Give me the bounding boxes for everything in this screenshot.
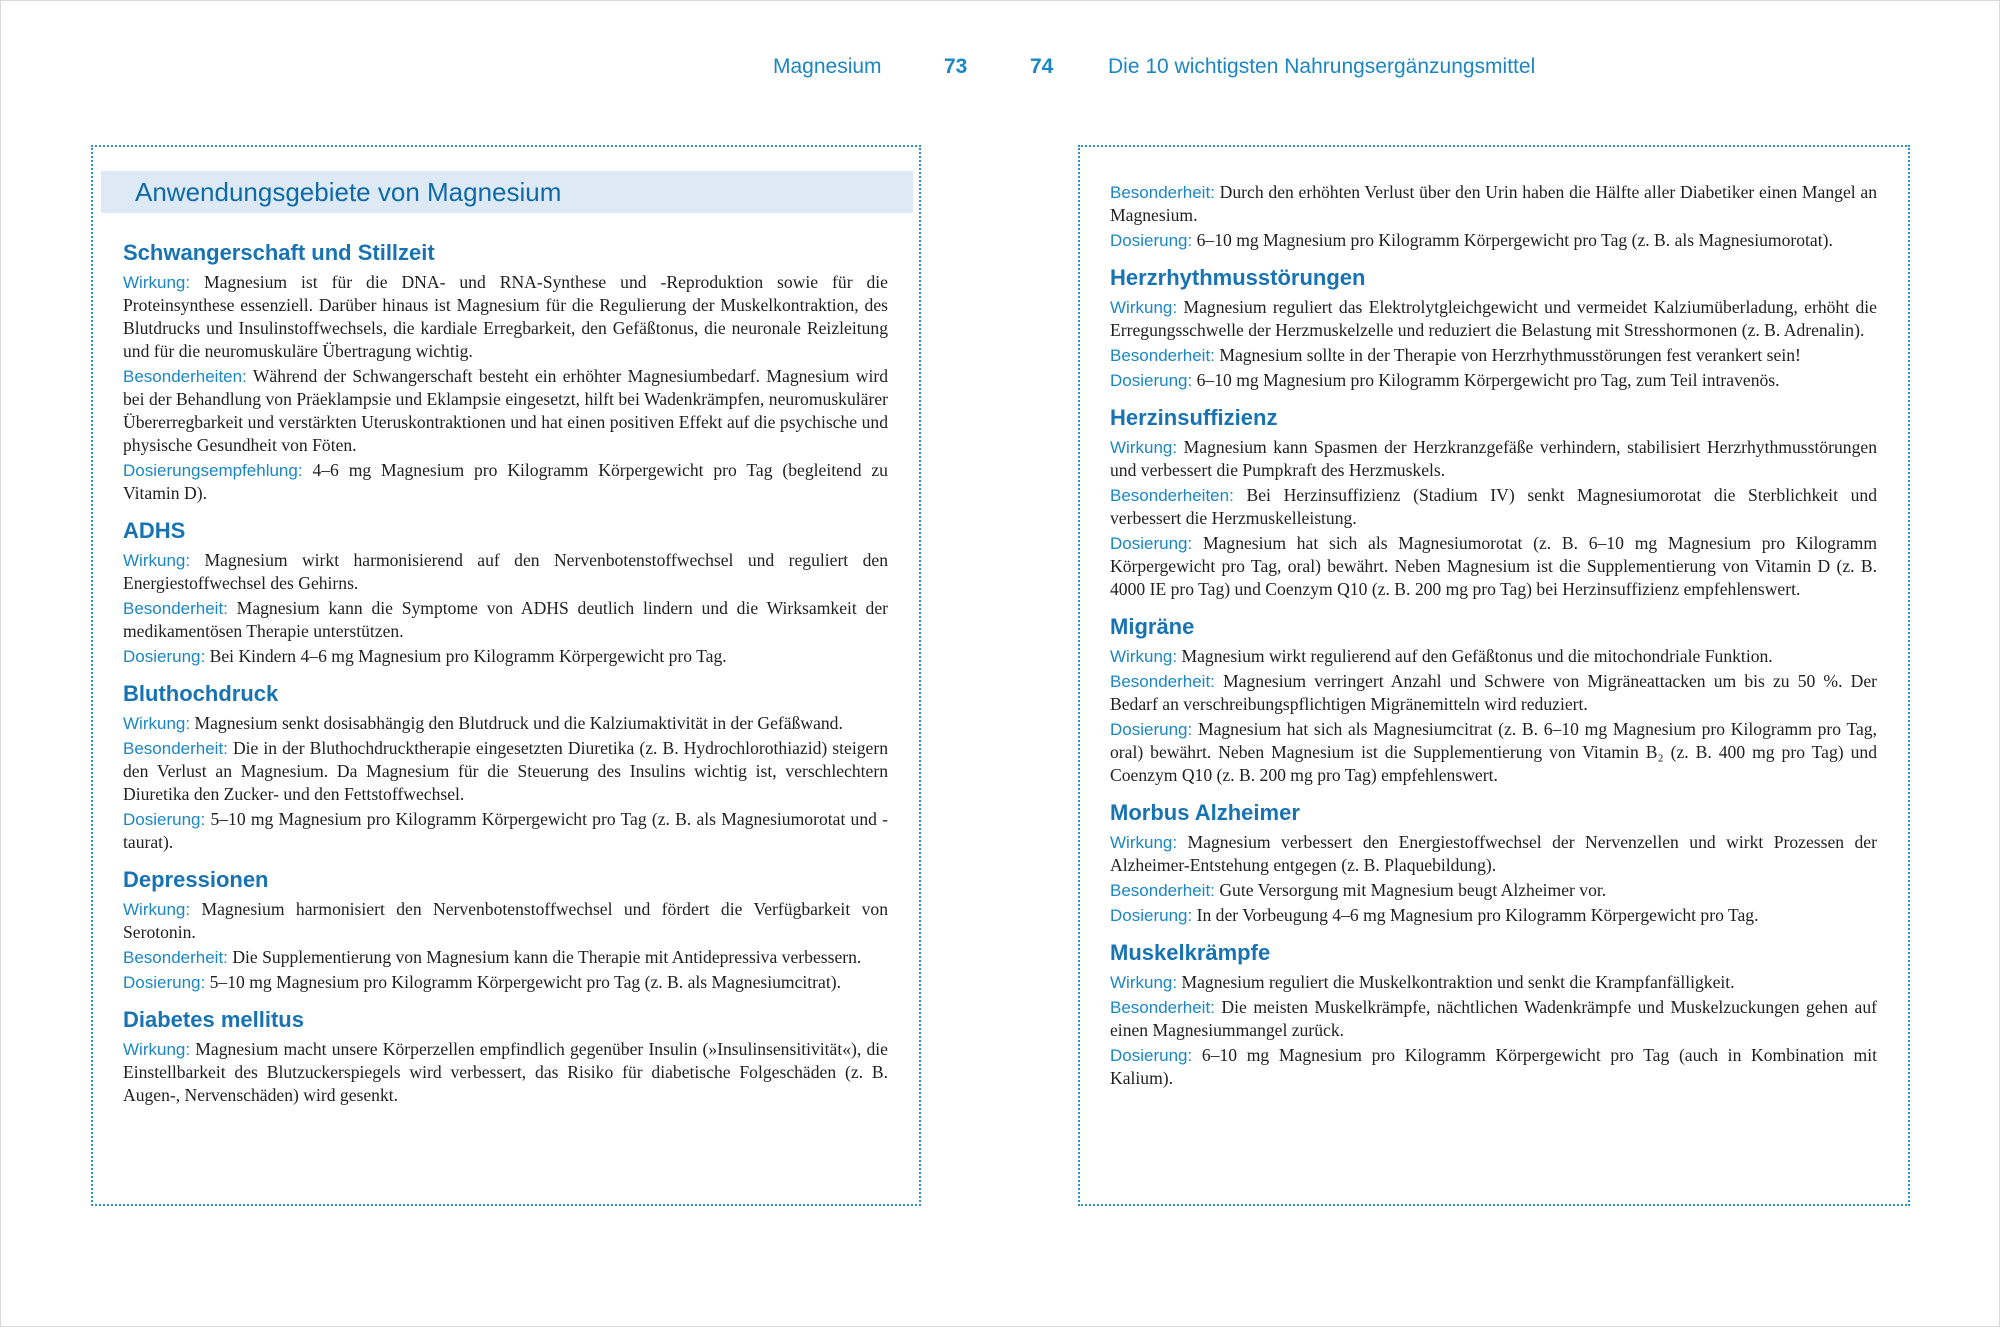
paragraph-text: Die Supplementierung von Magnesium kann die Therapie mit Antidepressiva verbessern. [232, 947, 862, 967]
paragraph-text: Magnesium wirkt harmonisierend auf den Nervenbotenstoffwechsel und reguliert den Energiestoffwechsel des Gehirns. [123, 550, 888, 593]
paragraph-text: Magnesium kann Spasmen der Herzkranzgefäße verhindern, stabilisiert Herzrhythmusstörungen und verbessert die Pumpkraft des Herzmuskels. [1110, 437, 1877, 480]
paragraph-besonderheit [1110, 181, 1877, 227]
paragraph-text: 5–10 mg Magnesium pro Kilogramm Körpergewicht pro Tag (z. B. als Magnesiumorotat und -taurat). [123, 809, 888, 852]
left-content [123, 239, 888, 1119]
paragraph-dosierung [1110, 904, 1877, 927]
paragraph-text: Bei Herzinsuffizienz (Stadium IV) senkt Magnesiumorotat die Sterblichkeit und verbessert die Herzmuskelleistung. [1110, 485, 1877, 528]
paragraph-text: Magnesium kann die Symptome von ADHS deutlich lindern und die Wirksamkeit der medikamentösen Therapie unterstützen. [123, 598, 889, 641]
page-number-left: 73 [944, 55, 968, 78]
paragraph-text: 6–10 mg Magnesium pro Kilogramm Körpergewicht pro Tag (auch in Kombination mit Kalium). [1110, 1045, 1877, 1088]
paragraph-label: Besonderheit: [1110, 672, 1215, 691]
paragraph-label: Dosierung: [1110, 534, 1193, 553]
paragraph-text: Magnesium sollte in der Therapie von Herzrhythmusstörungen fest verankert sein! [1219, 345, 1801, 365]
section-title: Muskelkrämpfe [1110, 940, 1271, 965]
section-herzrhythmusstorungen [1110, 264, 1877, 392]
paragraph-dosierung [123, 971, 888, 994]
paragraph-label: Besonderheit: [123, 948, 228, 967]
paragraph-wirkung [123, 898, 888, 944]
paragraph-text: Während der Schwangerschaft besteht ein erhöhter Magnesiumbedarf. Magnesium wird bei der Behandlung von Präeklampsie und Eklampsie eingesetzt, hilft bei Wadenkrämpfen, neuromuskulärer Übererregbarkeit und verstärkten Uteruskontraktionen und hat einen positiven Effekt auf die psychische und physische Gesundheit von Föten. [123, 366, 888, 455]
paragraph-text: Durch den erhöhten Verlust über den Urin haben die Hälfte aller Diabetiker einen Mangel an Magnesium. [1110, 182, 1877, 225]
paragraph-label: Besonderheit: [123, 739, 228, 758]
paragraph-wirkung [123, 271, 888, 363]
paragraph-text: Bei Kindern 4–6 mg Magnesium pro Kilogramm Körpergewicht pro Tag. [209, 646, 727, 666]
section-muskelkrampfe [1110, 939, 1877, 1090]
section-bluthochdruck [123, 680, 888, 854]
header-right-title: Die 10 wichtigsten Nahrungsergänzungsmittel [1108, 55, 1536, 78]
paragraph-text: In der Vorbeugung 4–6 mg Magnesium pro Kilogramm Körpergewicht pro Tag. [1196, 905, 1759, 925]
paragraph-text: Magnesium ist für die DNA- und RNA-Synthese und -Reproduktion sowie für die Proteinsynthese essenziell. Darüber hinaus ist Magnesium für die Regulierung der Muskelkontraktion, des Blutdrucks und Insulinstoffwechsels, die kardiale Erregbarkeit, den Gefäßtonus, die neuronale Reizleitung und für die neuromuskuläre Übertragung wichtig. [123, 272, 888, 361]
paragraph-label: Dosierung: [123, 973, 206, 992]
paragraph-besonderheiten [1110, 484, 1877, 530]
section-schwangerschaft-und-stillzeit [123, 239, 888, 505]
paragraph-text: Magnesium reguliert die Muskelkontraktion und senkt die Krampfanfälligkeit. [1181, 972, 1735, 992]
section-title: Morbus Alzheimer [1110, 800, 1300, 825]
section-title: ADHS [123, 518, 186, 543]
paragraph-dosierungsempfehlung [123, 459, 888, 505]
section-continued [1110, 181, 1877, 252]
paragraph-label: Dosierung: [123, 647, 206, 666]
paragraph-wirkung [1110, 296, 1877, 342]
section-title: Schwangerschaft und Stillzeit [123, 240, 435, 265]
paragraph-label: Besonderheiten: [1110, 486, 1234, 505]
paragraph-label: Dosierung: [1110, 720, 1193, 739]
paragraph-dosierung [1110, 369, 1877, 392]
paragraph-wirkung [1110, 436, 1877, 482]
paragraph-text: Magnesium senkt dosisabhängig den Blutdruck und die Kalziumaktivität in der Gefäßwand. [194, 713, 843, 733]
paragraph-wirkung [1110, 645, 1877, 668]
paragraph-label: Wirkung: [123, 273, 191, 292]
right-page-box [1078, 145, 1910, 1206]
paragraph-text: Magnesium wirkt regulierend auf den Gefäßtonus und die mitochondriale Funktion. [1181, 646, 1773, 666]
paragraph-label: Besonderheiten: [123, 367, 247, 386]
section-title: Herzrhythmusstörungen [1110, 265, 1366, 290]
paragraph-wirkung [1110, 831, 1877, 877]
section-banner [101, 171, 913, 213]
paragraph-text: Die in der Bluthochdrucktherapie eingesetzten Diuretika (z. B. Hydrochlorothiazid) steigern den Verlust an Magnesium. Da Magnesium für die Steuerung des Insulins wichtig ist, verschlechtern Diuretika den Zucker- und den Fettstoffwechsel. [123, 738, 888, 804]
section-title: Bluthochdruck [123, 681, 279, 706]
page-number-right: 74 [1030, 55, 1054, 78]
paragraph-besonderheit [1110, 879, 1877, 902]
paragraph-label: Dosierung: [1110, 231, 1193, 250]
header-left-title: Magnesium [773, 55, 882, 78]
paragraph-text: Gute Versorgung mit Magnesium beugt Alzheimer vor. [1219, 880, 1607, 900]
paragraph-label: Besonderheit: [123, 599, 228, 618]
paragraph-label: Dosierung: [123, 810, 206, 829]
paragraph-wirkung [123, 549, 888, 595]
paragraph-label: Besonderheit: [1110, 998, 1215, 1017]
section-migrane [1110, 613, 1877, 787]
banner-title: Anwendungsgebiete von Magnesium [135, 177, 562, 207]
paragraph-text: 4–6 mg Magnesium pro Kilogramm Körpergewicht pro Tag (begleitend zu Vitamin D). [123, 460, 888, 503]
paragraph-label: Wirkung: [1110, 647, 1178, 666]
paragraph-label: Besonderheit: [1110, 346, 1215, 365]
paragraph-besonderheiten [123, 365, 888, 457]
paragraph-dosierung [123, 808, 888, 854]
section-title: Migräne [1110, 614, 1195, 639]
paragraph-label: Dosierung: [1110, 1046, 1193, 1065]
paragraph-text: Die meisten Muskelkrämpfe, nächtlichen Wadenkrämpfe und Muskelzuckungen gehen auf einen Magnesiummangel zurück. [1110, 997, 1877, 1040]
paragraph-text: Magnesium hat sich als Magnesiumorotat (z. B. 6–10 mg Magnesium pro Kilogramm Körpergewicht pro Tag, oral) bewährt. Neben Magnesium ist die Supplementierung von Vitamin D (z. B. 4000 IE pro Tag) und Coenzym Q10 (z. B. 200 mg pro Tag) bei Herzinsuffizienz empfehlenswert. [1110, 533, 1877, 599]
paragraph-label: Wirkung: [1110, 973, 1178, 992]
paragraph-text: 5–10 mg Magnesium pro Kilogramm Körpergewicht pro Tag (z. B. als Magnesiumcitrat). [209, 972, 841, 992]
paragraph-besonderheit [123, 737, 888, 806]
paragraph-dosierung [123, 645, 888, 668]
paragraph-besonderheit [1110, 670, 1877, 716]
paragraph-wirkung [1110, 971, 1877, 994]
section-title: Herzinsuffizienz [1110, 405, 1278, 430]
paragraph-label: Dosierung: [1110, 371, 1193, 390]
paragraph-text: 6–10 mg Magnesium pro Kilogramm Körpergewicht pro Tag (z. B. als Magnesiumorotat). [1196, 230, 1833, 250]
section-diabetes-mellitus [123, 1006, 888, 1107]
paragraph-besonderheit [123, 946, 888, 969]
paragraph-dosierung [1110, 1044, 1877, 1090]
paragraph-label: Wirkung: [123, 551, 191, 570]
section-depressionen [123, 866, 888, 994]
paragraph-wirkung [123, 1038, 888, 1107]
paragraph-label: Besonderheit: [1110, 881, 1215, 900]
section-herzinsuffizienz [1110, 404, 1877, 601]
paragraph-label: Wirkung: [1110, 298, 1178, 317]
paragraph-besonderheit [1110, 344, 1877, 367]
paragraph-label: Wirkung: [123, 714, 191, 733]
paragraph-text: 6–10 mg Magnesium pro Kilogramm Körpergewicht pro Tag, zum Teil intravenös. [1196, 370, 1780, 390]
paragraph-label: Dosierung: [1110, 906, 1193, 925]
paragraph-besonderheit [1110, 996, 1877, 1042]
paragraph-text: Magnesium macht unsere Körperzellen empfindlich gegenüber Insulin (»Insulinsensitivität«), die Einstellbarkeit des Blutzuckerspiegels wird verbessert, das Risiko für diabetische Folgeschäden (z. B. Augen-, Nervenschäden) wird gesenkt. [123, 1039, 888, 1105]
paragraph-text: Magnesium hat sich als Magnesiumcitrat (z. B. 6–10 mg Magnesium pro Kilogramm pro Tag, oral) bewährt. Neben Magnesium ist die Supplementierung von Vitamin B₂ (z. B. 400 mg pro Tag) und Coenzym Q10 (z. B. 200 mg pro Tag) empfehlenswert. [1110, 719, 1877, 785]
paragraph-text: Magnesium reguliert das Elektrolytgleichgewicht und vermeidet Kalziumüberladung, erhöht die Erregungsschwelle der Herzmuskelzelle und reduziert die Belastung mit Stresshormonen (z. B. Adrenalin). [1110, 297, 1877, 340]
paragraph-wirkung [123, 712, 888, 735]
right-content [1110, 181, 1877, 1102]
paragraph-dosierung [1110, 229, 1877, 252]
section-title: Diabetes mellitus [123, 1007, 304, 1032]
paragraph-dosierung [1110, 718, 1877, 787]
section-adhs [123, 517, 888, 668]
left-page-box [91, 145, 921, 1206]
paragraph-text: Magnesium harmonisiert den Nervenbotenstoffwechsel und fördert die Verfügbarkeit von Serotonin. [123, 899, 888, 942]
paragraph-label: Besonderheit: [1110, 183, 1215, 202]
section-morbus-alzheimer [1110, 799, 1877, 927]
paragraph-text: Magnesium verbessert den Energiestoffwechsel der Nervenzellen und wirkt Prozessen der Alzheimer-Entstehung entgegen (z. B. Plaquebildung). [1110, 832, 1877, 875]
paragraph-label: Wirkung: [123, 900, 191, 919]
paragraph-label: Wirkung: [123, 1040, 191, 1059]
paragraph-label: Dosierungsempfehlung: [123, 461, 303, 480]
paragraph-label: Wirkung: [1110, 438, 1178, 457]
page-header [0, 55, 2000, 85]
paragraph-besonderheit [123, 597, 888, 643]
paragraph-label: Wirkung: [1110, 833, 1178, 852]
paragraph-dosierung [1110, 532, 1877, 601]
paragraph-text: Magnesium verringert Anzahl und Schwere von Migräneattacken um bis zu 50 %. Der Bedarf an verschreibungspflichtigen Migränemitteln wird reduziert. [1110, 671, 1877, 714]
section-title: Depressionen [123, 867, 269, 892]
